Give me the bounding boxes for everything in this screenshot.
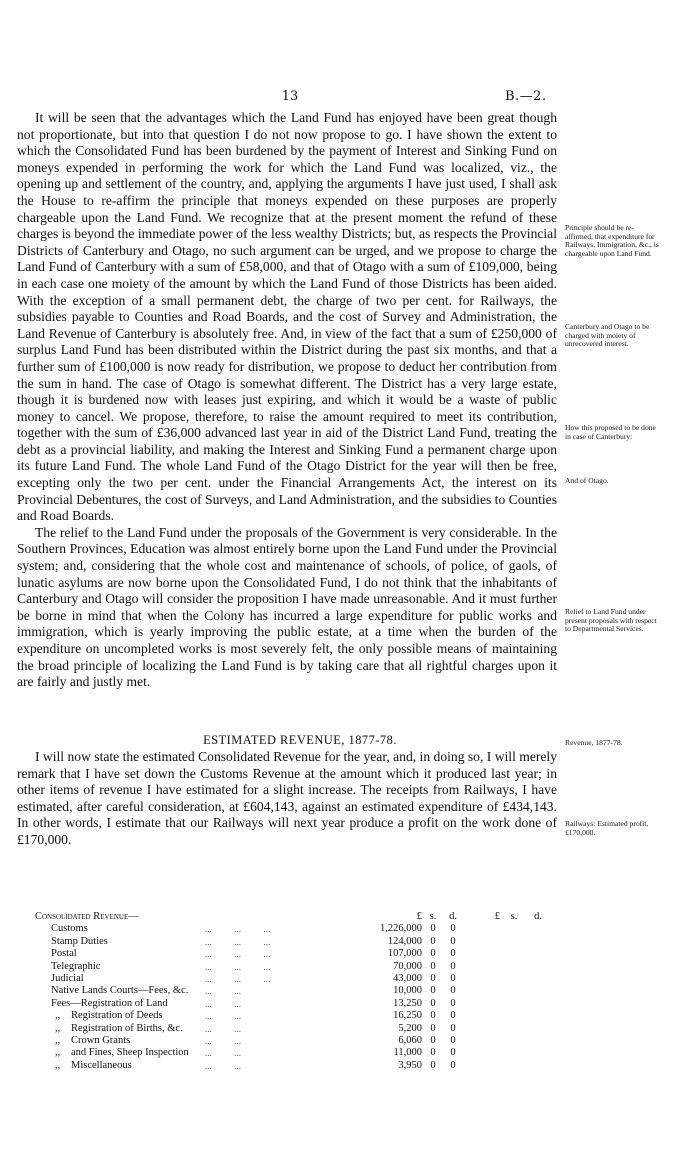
row-label-text: Crown Grants bbox=[71, 1035, 131, 1047]
row-label-text: Registration of Deeds bbox=[71, 1010, 163, 1022]
row-label-text: and Fines, Sheep Inspection bbox=[71, 1047, 189, 1059]
leader-dots: ... ... ... bbox=[205, 974, 271, 985]
revenue-text bbox=[17, 749, 557, 849]
amount-shillings: 0 bbox=[430, 1059, 436, 1071]
amount-pounds: 43,000 bbox=[393, 973, 422, 985]
ditto-mark: ,, bbox=[55, 1059, 61, 1071]
leader-dots: ... ... ... bbox=[205, 949, 271, 960]
sidenote-railways: Railways: Estimated profit, £170,000. bbox=[565, 819, 649, 837]
amount-shillings: 0 bbox=[430, 985, 436, 997]
amount-shillings: 0 bbox=[430, 923, 436, 935]
table-row bbox=[35, 985, 548, 997]
amount-shillings: 0 bbox=[430, 948, 436, 960]
leader-dots: ... ... bbox=[205, 1060, 241, 1071]
amount-pounds: 13,250 bbox=[393, 997, 422, 1009]
row-label-text: Stamp Duties bbox=[51, 935, 108, 947]
amount-pounds: 10,000 bbox=[393, 985, 422, 997]
ditto-mark: ,, bbox=[55, 1010, 61, 1022]
amount-shillings: 0 bbox=[430, 1035, 436, 1047]
amount-pence: 0 bbox=[450, 1035, 456, 1047]
col-header-shillings: s. bbox=[429, 911, 437, 922]
table-row bbox=[35, 923, 548, 935]
amount-shillings: 0 bbox=[430, 1047, 436, 1059]
row-label-text: Postal bbox=[51, 948, 77, 960]
amount-pounds: 107,000 bbox=[387, 948, 422, 960]
col-header-shillings-total: s. bbox=[510, 911, 518, 922]
table-row bbox=[35, 998, 548, 1010]
page-number: 13 bbox=[281, 89, 299, 104]
row-label-text: Judicial bbox=[51, 973, 84, 985]
table-row bbox=[35, 1047, 548, 1059]
paragraph-relief: The relief to the Land Fund under the proposals of the Government is very considerable. In the Southern Provinces, Education was almost entirely borne upon the Land Fund under the Provincial system; and, considering that the whole cost and maintenance of schools, of police, of gaols, of lunatic asylums are now borne upon the Consolidated Fund, I do not think that the inhabitants of Canterbury and Otago will consider the proposition I have made unreasonable. And it must further be borne in mind that when the Colony has incurred a large expenditure for public works and immigration, which is yearly improving the public estate, at a time when the burden of the expenditure on uncompleted works is most severely felt, the only possible means of maintaining the broad principle of localizing the Land Fund is by taking care that all rightful charges upon it are fairly and justly met. bbox=[17, 524, 557, 690]
ditto-mark: ,, bbox=[55, 1047, 61, 1059]
sidenote-principle: Principle should be re-affirmed, that expenditure for Railways, Immigration, &c., is chargeable upon Land Fund. bbox=[565, 223, 659, 258]
amount-pence: 0 bbox=[450, 960, 456, 972]
row-label bbox=[35, 961, 205, 973]
amount-pounds: 5,200 bbox=[398, 1022, 422, 1034]
amount-pence: 0 bbox=[450, 973, 456, 985]
table-row bbox=[35, 1035, 548, 1047]
revenue-table bbox=[35, 911, 548, 1072]
leader-dots: ... ... bbox=[205, 1036, 241, 1047]
col-header-pence-total: d. bbox=[534, 911, 542, 922]
amount-pence: 0 bbox=[450, 948, 456, 960]
leader-dots: ... ... ... bbox=[205, 961, 271, 972]
table-heading: Consolidated Revenue— bbox=[35, 911, 139, 922]
amount-shillings: 0 bbox=[430, 960, 436, 972]
table-row bbox=[35, 1060, 548, 1072]
sidenote-relief: Relief to Land Fund under present proposals with respect to Departmental Services. bbox=[565, 607, 657, 634]
section-title: ESTIMATED REVENUE, 1877-78. bbox=[203, 733, 397, 747]
sidenote-canterbury: How this proposed to be done in case of Canterbury: bbox=[565, 423, 656, 441]
row-label bbox=[35, 1035, 205, 1047]
amount-pence: 0 bbox=[450, 935, 456, 947]
row-label-text: Native Lands Courts—Fees, &c. bbox=[51, 985, 189, 997]
row-label bbox=[35, 1047, 205, 1059]
leader-dots: ... ... ... bbox=[205, 924, 271, 935]
amount-pence: 0 bbox=[450, 1022, 456, 1034]
main-text bbox=[17, 110, 557, 691]
row-label bbox=[35, 973, 205, 985]
leader-dots: ... ... ... bbox=[205, 936, 271, 947]
row-label bbox=[35, 948, 205, 960]
table-row bbox=[35, 936, 548, 948]
amount-shillings: 0 bbox=[430, 1022, 436, 1034]
sidenote-revenue: Revenue, 1877-78. bbox=[565, 738, 623, 747]
row-label bbox=[35, 1023, 205, 1035]
row-label bbox=[35, 1010, 205, 1022]
leader-dots: ... ... bbox=[205, 1048, 241, 1059]
leader-dots: ... ... bbox=[205, 1011, 241, 1022]
ditto-mark: ,, bbox=[55, 1022, 61, 1034]
amount-pounds: 70,000 bbox=[393, 960, 422, 972]
row-label-text: Telegraphic bbox=[51, 960, 101, 972]
document-reference: B.—2. bbox=[505, 89, 547, 104]
row-label-text: Registration of Births, &c. bbox=[71, 1022, 183, 1034]
row-label bbox=[35, 936, 205, 948]
amount-pounds: 124,000 bbox=[387, 935, 422, 947]
row-label bbox=[35, 1060, 205, 1072]
table-row bbox=[35, 973, 548, 985]
amount-pence: 0 bbox=[450, 985, 456, 997]
leader-dots: ... ... bbox=[205, 998, 241, 1009]
table-row bbox=[35, 948, 548, 960]
amount-shillings: 0 bbox=[430, 973, 436, 985]
paragraph-estimate: I will now state the estimated Consolidated Revenue for the year, and, in doing so, I will merely remark that I have set down the Customs Revenue at the amount which it produced last year; in other items of revenue I have estimated for a slight increase. The receipts from Railways, I have estimated, after careful consideration, at £604,143, against an estimated expenditure of £434,143. In other words, I estimate that our Railways will next year produce a profit on the work done of £170,000. bbox=[17, 749, 557, 847]
table-header-row bbox=[35, 911, 548, 923]
leader-dots: ... ... bbox=[205, 986, 241, 997]
amount-pence: 0 bbox=[450, 1047, 456, 1059]
col-header-pounds-total: £ bbox=[494, 911, 500, 922]
amount-pence: 0 bbox=[450, 923, 456, 935]
sidenote-canterbury-otago: Canterbury and Otago to be charged with moiety of unrecovered interest. bbox=[565, 322, 650, 349]
amount-shillings: 0 bbox=[430, 1010, 436, 1022]
amount-shillings: 0 bbox=[430, 935, 436, 947]
leader-dots: ... ... bbox=[205, 1023, 241, 1034]
sidenote-otago: And of Otago. bbox=[565, 476, 609, 485]
row-label bbox=[35, 998, 205, 1010]
table-row bbox=[35, 961, 548, 973]
amount-pence: 0 bbox=[450, 1059, 456, 1071]
amount-pounds: 1,226,000 bbox=[380, 923, 422, 935]
row-label-text: Fees—Registration of Land bbox=[51, 997, 168, 1009]
amount-pence: 0 bbox=[450, 997, 456, 1009]
col-header-pounds: £ bbox=[416, 911, 422, 922]
amount-pounds: 16,250 bbox=[393, 1010, 422, 1022]
ditto-mark: ,, bbox=[55, 1035, 61, 1047]
amount-pounds: 6,060 bbox=[398, 1035, 422, 1047]
col-header-pence: d. bbox=[449, 911, 457, 922]
row-label-text: Miscellaneous bbox=[71, 1059, 132, 1071]
row-label-text: Customs bbox=[51, 923, 88, 935]
amount-shillings: 0 bbox=[430, 997, 436, 1009]
row-label bbox=[35, 923, 205, 935]
amount-pounds: 11,000 bbox=[393, 1047, 422, 1059]
table-row bbox=[35, 1010, 548, 1022]
paragraph-land-fund: It will be seen that the advantages which the Land Fund has enjoyed have been great though not proportionate, but into that question I do not now propose to go. I have shown the extent to which the Consolidated Fund has been burdened by the payment of Interest and Sinking Fund on moneys expended in performing the work for which the Land Fund was localized, viz., the opening up and settlement of the country, and, applying the arguments I have just used, I shall ask the House to re-affirm the principle that moneys expended on these purposes are properly chargeable upon the Land Fund. We recognize that at the present moment the refund of these charges is beyond the immediate power of the less wealthy Districts; but, as respects the Provincial Districts of Canterbury and Otago, no such argument can be urged, and we propose to charge the Land Fund of Canterbury with a sum of £58,000, and that of Otago with a sum of £109,000, being in each case one moiety of the amount by which the Land Fund of those Districts has been aided. With the exception of a small permanent debt, the charge of two per cent. for Railways, the subsidies payable to Counties and Road Boards, and the cost of Survey and Administration, the Land Revenue of Canterbury is absolutely free. And, in view of the fact that a sum of £250,000 of surplus Land Fund has been distributed within the District during the past six months, and that a further sum of £100,000 is now ready for distribution, we propose to deduct her contribution from the sum in hand. The case of Otago is somewhat different. The District has a very large estate, though it is burdened now with leases just expiring, and which it would be a waste of public money to cancel. We propose, therefore, to raise the amount required to meet its contribution, together with the sum of £36,000 advanced last year in aid of the District Land Fund, treating the debt as a provincial liability, and making the Interest and Sinking Fund a permanent charge upon its future Land Fund. The whole Land Fund of the Otago District for the year will then be free, excepting only the two per cent. under the Financial Arrangements Act, the interest on its Provincial Debentures, the cost of Surveys, and Land Administration, and the subsidies to Counties and Road Boards. bbox=[17, 110, 557, 524]
amount-pence: 0 bbox=[450, 1010, 456, 1022]
row-label bbox=[35, 985, 205, 997]
table-row bbox=[35, 1023, 548, 1035]
amount-pounds: 3,950 bbox=[398, 1059, 422, 1071]
